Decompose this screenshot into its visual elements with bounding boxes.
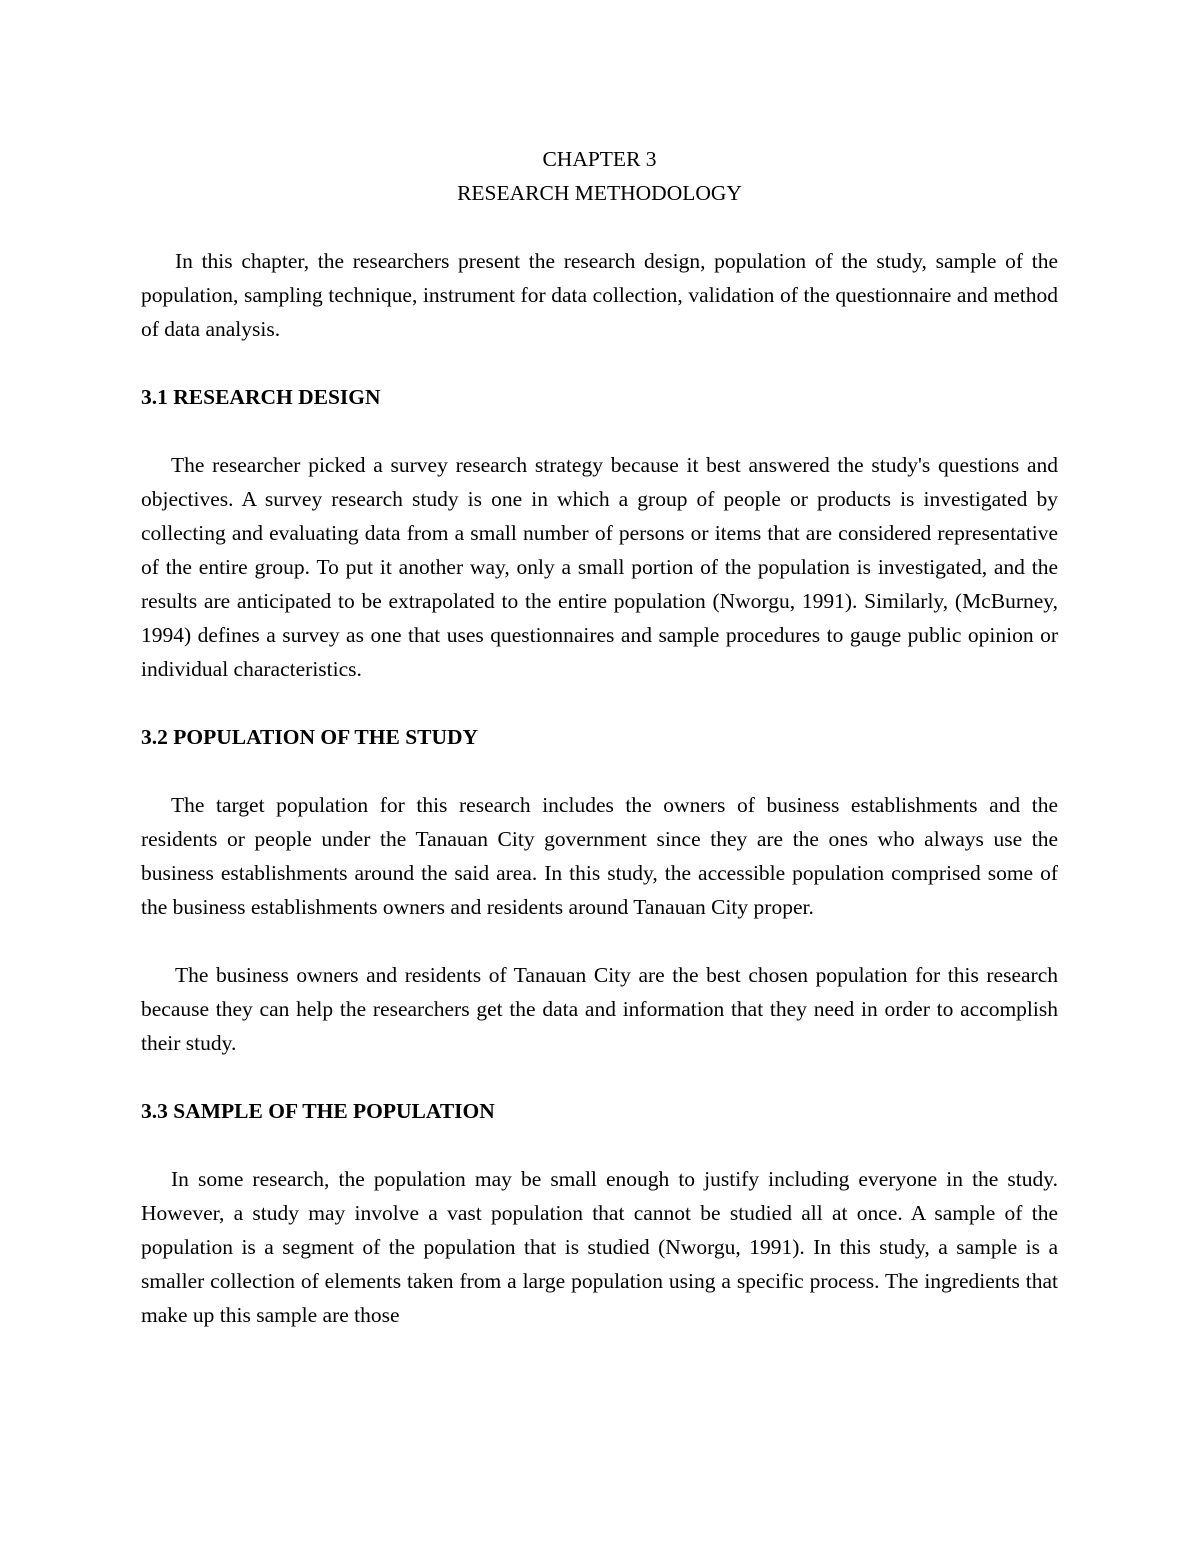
chapter-number: CHAPTER 3 xyxy=(542,147,657,171)
chapter-title: RESEARCH METHODOLOGY xyxy=(457,181,742,205)
section-heading-population: 3.2 POPULATION OF THE STUDY xyxy=(141,725,479,749)
section-heading-research-design: 3.1 RESEARCH DESIGN xyxy=(141,385,381,409)
sample-paragraph: In some research, the population may be small enough to justify including everyone in the study. However, a study may involve a vast population that cannot be studied all at once. A sample of the population is a segment of the population that is studied (Nworgu, 1991). In this study, a sample is a smaller collection of elements taken from a large population using a specific process. The ingredients that make up this sample are those xyxy=(141,1167,1058,1327)
section-heading-sample: 3.3 SAMPLE OF THE POPULATION xyxy=(141,1099,495,1123)
intro-paragraph: In this chapter, the researchers present the research design, population of the study, sample of the population, sampling technique, instrument for data collection, validation of the questionnaire and method of data analysis. xyxy=(141,249,1058,341)
document-body xyxy=(141,142,1058,1332)
population-paragraph-2: The business owners and residents of Tanauan City are the best chosen population for this research because they can help the researchers get the data and information that they need in order to accomplish their study. xyxy=(141,963,1058,1055)
population-paragraph-1: The target population for this research includes the owners of business establishments and the residents or people under the Tanauan City government since they are the ones who always use the business establishments around the said area. In this study, the accessible population comprised some of the business establishments owners and residents around Tanauan City proper. xyxy=(141,793,1058,919)
research-design-paragraph: The researcher picked a survey research strategy because it best answered the study's questions and objectives. A survey research study is one in which a group of people or products is investigated by collecting and evaluating data from a small number of persons or items that are considered representative of the entire group. To put it another way, only a small portion of the population is investigated, and the results are anticipated to be extrapolated to the entire population (Nworgu, 1991). Similarly, (McBurney, 1994) defines a survey as one that uses questionnaires and sample procedures to gauge public opinion or individual characteristics. xyxy=(141,453,1058,681)
